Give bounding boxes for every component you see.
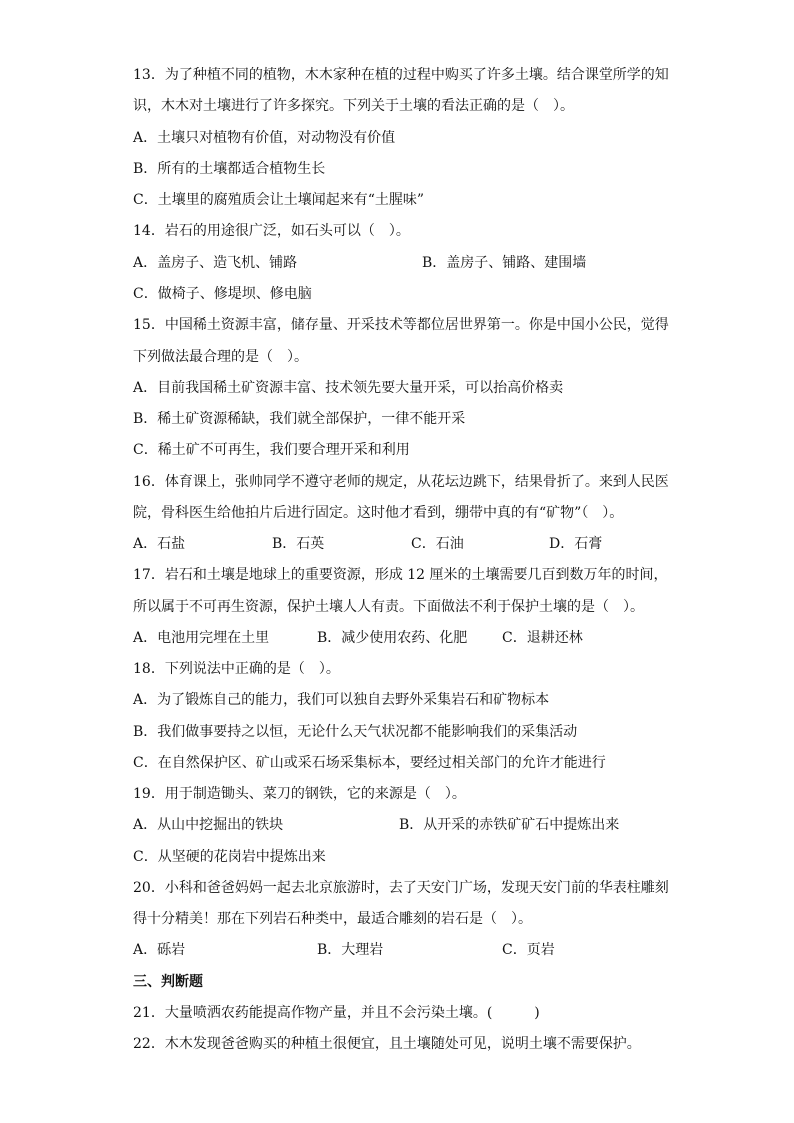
question-14-option-b: B．盖房子、铺路、建围墙 bbox=[422, 255, 587, 271]
question-18-option-c: C．在自然保护区、矿山或采石场采集标本，要经过相关部门的允许才能进行 bbox=[133, 755, 606, 771]
question-13-option-a: A．土壤只对植物有价值，对动物没有价值 bbox=[133, 130, 396, 146]
question-15-option-b: B．稀土矿资源稀缺，我们就全部保护，一律不能开采 bbox=[133, 411, 466, 427]
question-14-text: 14．岩石的用途很广泛，如石头可以（ ）。 bbox=[133, 223, 410, 239]
question-20-option-b: B．大理岩 bbox=[317, 942, 384, 958]
question-19-option-b: B．从开采的赤铁矿矿石中提炼出来 bbox=[399, 817, 620, 833]
section-title-judgment: 三、判断题 bbox=[133, 974, 203, 990]
question-14-option-a: A．盖房子、造飞机、铺路 bbox=[133, 255, 298, 271]
question-20-options-row bbox=[133, 941, 693, 959]
question-16-text-line-1: 16．体育课上，张帅同学不遵守老师的规定，从花坛边跳下，结果骨折了。来到人民医 bbox=[133, 474, 669, 490]
question-20-option-a: A．砾岩 bbox=[133, 942, 186, 958]
question-14-option-c: C．做椅子、修堤坝、修电脑 bbox=[133, 286, 312, 302]
question-17-option-a: A．电池用完埋在土里 bbox=[133, 630, 270, 646]
question-15-text-line-1: 15．中国稀土资源丰富，储存量、开采技术等都位居世界第一。你是中国小公民，觉得 bbox=[133, 317, 669, 333]
question-16-option-b: B．石英 bbox=[272, 536, 325, 552]
question-17-text-line-2: 所以属于不可再生资源，保护土壤人人有责。下面做法不利于保护土壤的是（ ）。 bbox=[133, 599, 644, 615]
question-15-text-line-2: 下列做法最合理的是（ ）。 bbox=[133, 349, 308, 365]
question-16-option-c: C．石油 bbox=[411, 536, 464, 552]
question-16-text-line-2: 院，骨科医生给他拍片后进行固定。这时他才看到，绷带中真的有“矿物”（ ）。 bbox=[133, 505, 624, 521]
question-19-text: 19．用于制造锄头、菜刀的钢铁，它的来源是（ ）。 bbox=[133, 786, 466, 802]
question-18-option-a: A．为了锻炼自己的能力，我们可以独自去野外采集岩石和矿物标本 bbox=[133, 692, 550, 708]
question-22-text: 22．木木发现爸爸购买的种植土很便宜，且土壤随处可见，说明土壤不需要保护。 bbox=[133, 1036, 641, 1052]
question-17-options-row bbox=[133, 629, 693, 647]
question-15-option-a: A．目前我国稀土矿资源丰富、技术领先要大量开采，可以抬高价格卖 bbox=[133, 380, 564, 396]
question-19-option-c: C．从坚硬的花岗岩中提炼出来 bbox=[133, 849, 326, 865]
question-18-text: 18．下列说法中正确的是（ ）。 bbox=[133, 661, 340, 677]
question-17-option-b: B．减少使用农药、化肥 bbox=[317, 630, 468, 646]
question-16-options-row bbox=[133, 535, 693, 553]
question-20-text-line-2: 得十分精美！那在下列岩石种类中，最适合雕刻的岩石是（ ）。 bbox=[133, 911, 532, 927]
question-13-option-b: B．所有的土壤都适合植物生长 bbox=[133, 161, 326, 177]
question-14-options-row bbox=[133, 254, 693, 272]
question-16-option-d: D．石膏 bbox=[549, 536, 603, 552]
question-18-option-b: B．我们做事要持之以恒，无论什么天气状况都不能影响我们的采集活动 bbox=[133, 724, 578, 740]
question-19-option-a: A．从山中挖掘出的铁块 bbox=[133, 817, 284, 833]
question-15-option-c: C．稀土矿不可再生，我们要合理开采和利用 bbox=[133, 442, 410, 458]
question-17-option-c: C．退耕还林 bbox=[502, 630, 583, 646]
question-20-option-c: C．页岩 bbox=[502, 942, 555, 958]
question-21-text: 21．大量喷洒农药能提高作物产量，并且不会污染土壤。( ) bbox=[133, 1005, 540, 1021]
question-13-text-line-1: 13．为了种植不同的植物，木木家种在植的过程中购买了许多土壤。结合课堂所学的知 bbox=[133, 67, 669, 83]
question-13-text-line-2: 识，木木对土壤进行了许多探究。下列关于土壤的看法正确的是（ ）。 bbox=[133, 98, 574, 114]
question-16-option-a: A．石盐 bbox=[133, 536, 186, 552]
question-20-text-line-1: 20．小科和爸爸妈妈一起去北京旅游时，去了天安门广场，发现天安门前的华表柱雕刻 bbox=[133, 880, 669, 896]
question-13-option-c: C．土壤里的腐殖质会让土壤闻起来有“土腥味” bbox=[133, 192, 425, 208]
question-17-text-line-1: 17．岩石和土壤是地球上的重要资源，形成 12 厘米的土壤需要几百到数万年的时间， bbox=[133, 567, 668, 583]
question-19-options-row bbox=[133, 816, 693, 834]
